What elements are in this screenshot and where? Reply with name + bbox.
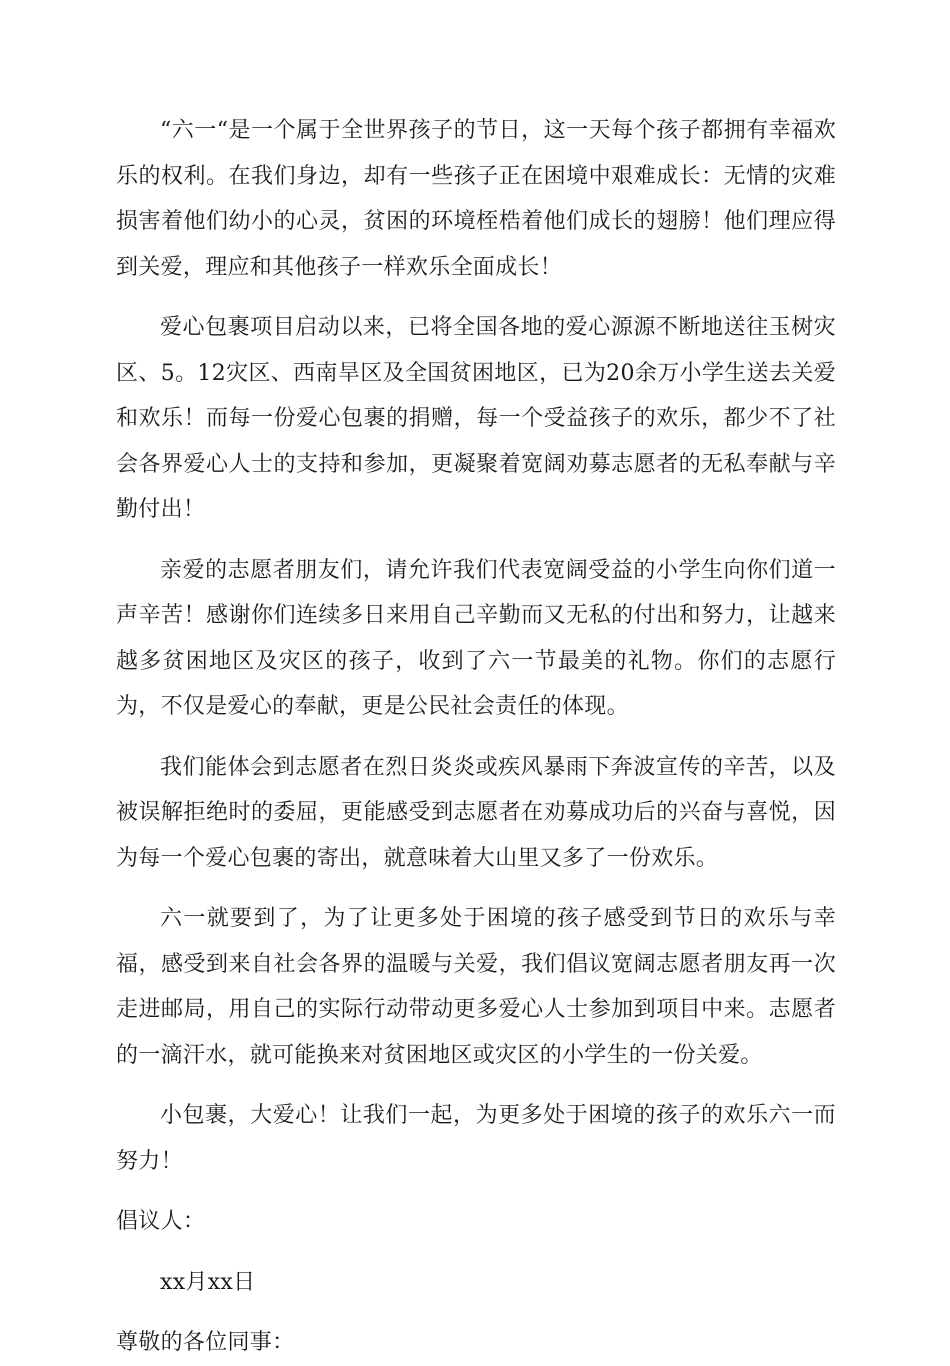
- paragraph-intro: “六一“是一个属于全世界孩子的节日，这一天每个孩子都拥有幸福欢乐的权利。在我们身边，却有一些孩子正在困境中艰难成长：无情的灾难损害着他们幼小的心灵，贫困的环境桎梏着他们成长的翅膀！他们理应得到关爱，理应和其他孩子一样欢乐全面成长！: [116, 118, 836, 280]
- paragraph-project: 爱心包裹项目启动以来，已将全国各地的爱心源源不断地送往玉树灾区、5。12灾区、西南旱区及全国贫困地区，已为20余万小学生送去关爱和欢乐！而每一份爱心包裹的捐赠，每一个受益孩子的欢乐，都少不了社会各界爱心人士的支持和参加，更凝聚着宽阔劝募志愿者的无私奉献与辛勤付出！: [116, 315, 836, 522]
- paragraph-proposal: 六一就要到了，为了让更多处于困境的孩子感受到节日的欢乐与幸福，感受到来自社会各界的温暖与关爱，我们倡议宽阔志愿者朋友再一次走进邮局，用自己的实际行动带动更多爱心人士参加到项目中来。志愿者的一滴汗水，就可能换来对贫困地区或灾区的小学生的一份关爱。: [116, 906, 836, 1068]
- paragraph-thanks: 亲爱的志愿者朋友们，请允许我们代表宽阔受益的小学生向你们道一声辛苦！感谢你们连续多日来用自己辛勤而又无私的付出和努力，让越来越多贫困地区及灾区的孩子，收到了六一节最美的礼物。你们的志愿行为，不仅是爱心的奉献，更是公民社会责任的体现。: [116, 557, 836, 719]
- paragraph-closing: 小包裹，大爱心！让我们一起，为更多处于困境的孩子的欢乐六一而努力！: [116, 1103, 836, 1174]
- paragraph-hardship: 我们能体会到志愿者在烈日炎炎或疾风暴雨下奔波宣传的辛苦，以及被误解拒绝时的委屈，更能感受到志愿者在劝募成功后的兴奋与喜悦，因为每一个爱心包裹的寄出，就意味着大山里又多了一份欢乐。: [116, 754, 836, 871]
- signer-label: 倡议人：: [116, 1209, 206, 1234]
- document-date: xx月xx日: [160, 1269, 256, 1295]
- document-body: [116, 108, 836, 1366]
- next-greeting: 尊敬的各位同事：: [116, 1330, 295, 1355]
